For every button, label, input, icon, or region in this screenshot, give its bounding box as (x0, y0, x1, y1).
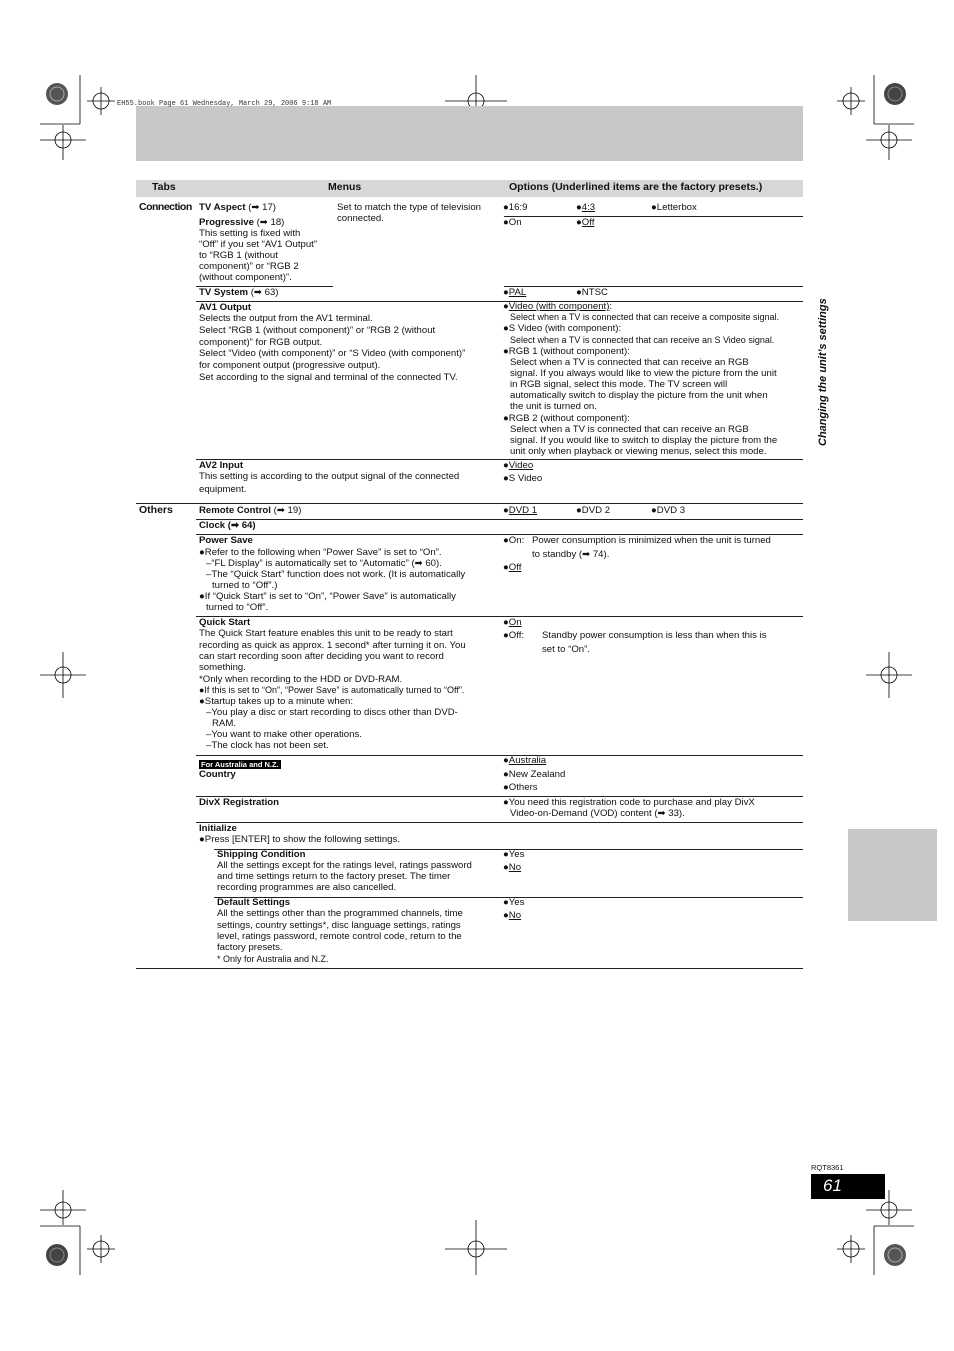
country-opt2: ●New Zealand (503, 769, 566, 780)
crosshair-icon (866, 652, 912, 698)
remote-opt3: ●DVD 3 (651, 505, 686, 516)
side-section-label: Changing the unit’s settings (817, 298, 829, 446)
default-line: All the settings other than the programmed channels, time (217, 908, 463, 919)
default-line: settings, country settings*, disc language settings, ratings (217, 920, 461, 931)
quick-start-opt-off-desc1: Standby power consumption is less than when this is (542, 630, 767, 641)
crosshair-icon (866, 125, 912, 160)
quick-start-line: –You want to make other operations. (206, 729, 362, 740)
tv-aspect-desc1: Set to match the type of television (337, 202, 481, 213)
tv-system-ref: (➡ 63) (250, 287, 279, 298)
tv-aspect-title: TV Aspect (199, 202, 246, 213)
quick-start-line: ●Startup takes up to a minute when: (199, 696, 354, 707)
av1-rgb1-line: signal. If you always would like to view the picture from the unit (510, 368, 777, 379)
default-line: * Only for Australia and N.Z. (217, 954, 329, 964)
av1-opt-rgb1: ●RGB 1 (without component): (503, 346, 630, 357)
progressive-opt2: ●Off (576, 217, 595, 228)
remote-control-ref: (➡ 19) (273, 505, 302, 516)
progressive-title: Progressive (199, 217, 254, 228)
av1-line: Selects the output from the AV1 terminal. (199, 313, 373, 324)
crosshair-icon (87, 1235, 115, 1263)
power-save-opt-on-desc2: to standby (➡ 74). (532, 549, 610, 560)
crosshair-icon (40, 125, 86, 160)
quick-start-line: recording as quick as approx. 1 second* after turning it on. You (199, 640, 466, 651)
shipping-line: All the settings except for the ratings level, ratings password (217, 860, 472, 871)
av1-line: for component output (progressive output). (199, 360, 381, 371)
av1-opt-video-desc: Select when a TV is connected that can receive a composite signal. (510, 312, 779, 322)
header-menus: Menus (328, 181, 362, 193)
quick-start-line: The Quick Start feature enables this unit to be ready to start (199, 628, 453, 639)
divx-opt1: ●You need this registration code to purchase and play DivX (503, 797, 755, 808)
av2-opt1: ●Video (503, 460, 534, 471)
power-save-line: –“FL Display” is automatically set to “Automatic” (➡ 60). (206, 558, 442, 569)
power-save-line: turned to “Off”. (206, 602, 269, 613)
quick-start-line: something. (199, 662, 246, 673)
default-line: level, ratings password, remote control code, return to the (217, 931, 462, 942)
crosshair-icon (40, 1190, 86, 1225)
progressive-ref: (➡ 18) (256, 217, 285, 228)
color-target-icon (46, 1244, 68, 1266)
color-target-icon (884, 83, 906, 105)
quick-start-line: can start recording soon after deciding you want to record (199, 651, 444, 662)
header-options: Options (Underlined items are the factory presets.) (509, 181, 763, 193)
quick-start-line: –You play a disc or start recording to discs other than DVD- (206, 707, 458, 718)
quick-start-line: ●If this is set to “On”, “Power Save” is automatically turned to “Off”. (199, 685, 465, 695)
shipping-line: and time settings return to the factory preset. The timer (217, 871, 451, 882)
tv-system-title: TV System (199, 287, 249, 298)
av1-rgb1-line: automatically switch to display the picture from the unit when (510, 390, 768, 401)
av1-opt-rgb2: ●RGB 2 (without component): (503, 413, 630, 424)
crosshair-icon (87, 87, 115, 115)
power-save-line: –The “Quick Start” function does not work. (It is automatically (206, 569, 466, 580)
power-save-opt-on-desc1: Power consumption is minimized when the unit is turned (532, 535, 771, 546)
tv-aspect-desc2: connected. (337, 213, 384, 224)
av1-rgb2-line: signal. If you would like to switch to display the picture from the (510, 435, 778, 446)
country-badge: For Australia and N.Z. (201, 760, 279, 769)
tv-aspect-opt1: ●16:9 (503, 202, 528, 213)
file-stamp: EH55.book Page 61 Wednesday, March 29, 2006 9:18 AM (117, 100, 332, 108)
divx-title: DivX Registration (199, 797, 279, 808)
color-target-icon (46, 83, 68, 105)
default-title: Default Settings (217, 897, 291, 908)
crosshair-icon (40, 652, 86, 698)
av1-opt-video: ●Video (with component): (503, 301, 613, 312)
power-save-opt-off: ●Off (503, 562, 522, 573)
progressive-line: component)” or “RGB 2 (199, 261, 299, 272)
quick-start-line: RAM. (212, 718, 236, 729)
color-target-icon (884, 1244, 906, 1266)
crosshair-icon (445, 1220, 507, 1275)
page-number: 61 (823, 1176, 842, 1195)
quick-start-opt-on: ●On (503, 617, 522, 628)
av1-title: AV1 Output (199, 302, 252, 313)
quick-start-title: Quick Start (199, 617, 251, 628)
av1-rgb1-line: the unit is turned on. (510, 401, 597, 412)
shipping-no: ●No (503, 862, 522, 873)
power-save-title: Power Save (199, 535, 253, 546)
av2-line: equipment. (199, 484, 247, 495)
tv-aspect-ref: (➡ 17) (248, 202, 276, 213)
av1-line: component)” for RGB output. (199, 337, 323, 348)
quick-start-line: *Only when recording to the HDD or DVD-RAM. (199, 674, 403, 685)
remote-control-title: Remote Control (199, 505, 271, 516)
remote-opt1: ●DVD 1 (503, 505, 538, 516)
default-yes: ●Yes (503, 897, 525, 908)
av2-title: AV2 Input (199, 460, 244, 471)
av1-line: Select “Video (with component)” or “S Video (with component)” (199, 348, 466, 359)
initialize-title: Initialize (199, 823, 237, 834)
header-tabs: Tabs (152, 181, 176, 193)
tab-others: Others (139, 504, 173, 516)
power-save-line: ●If “Quick Start” is set to “On”, “Power Save” is automatically (199, 591, 456, 602)
av1-rgb2-line: unit only when playback or viewing menus, select this mode. (510, 446, 767, 457)
side-thumb-tab (848, 829, 937, 921)
crosshair-icon (837, 87, 865, 115)
shipping-title: Shipping Condition (217, 849, 306, 860)
crosshair-icon (837, 1235, 865, 1263)
av1-rgb1-line: Select when a TV is connected that can receive an RGB (510, 357, 749, 368)
power-save-line: turned to “Off”.) (212, 580, 278, 591)
av2-opt2: ●S Video (503, 473, 543, 484)
default-line: factory presets. (217, 942, 283, 953)
tv-aspect-row (199, 202, 276, 213)
quick-start-opt-off-desc2: set to “On”. (542, 644, 590, 655)
power-save-opt-on: ●On: (503, 535, 525, 546)
tv-aspect-opt3: ●Letterbox (651, 202, 697, 213)
tv-aspect-opt2: ●4:3 (576, 202, 596, 213)
country-opt1: ●Australia (503, 755, 547, 766)
av1-rgb2-line: Select when a TV is connected that can receive an RGB (510, 424, 749, 435)
shipping-line: recording programmes are also cancelled. (217, 882, 397, 893)
default-no: ●No (503, 910, 522, 921)
av1-line: Select “RGB 1 (without component)” or “RGB 2 (without (199, 325, 436, 336)
progressive-line: “Off” if you set “AV1 Output” (199, 239, 318, 250)
progressive-row (199, 217, 284, 228)
tv-system-row (199, 287, 279, 298)
document-code: RQT8361 (811, 1163, 844, 1172)
country-opt3: ●Others (503, 782, 538, 793)
quick-start-line: –The clock has not been set. (206, 740, 329, 751)
av1-line: Set according to the signal and terminal of the connected TV. (199, 372, 458, 383)
power-save-line: ●Refer to the following when “Power Save” is set to “On”. (199, 547, 442, 558)
shipping-yes: ●Yes (503, 849, 525, 860)
av1-opt-svideo-desc: Select when a TV is connected that can receive an S Video signal. (510, 335, 775, 345)
remote-control-row (199, 505, 301, 516)
progressive-line: (without component)”. (199, 272, 292, 283)
header-band (136, 106, 803, 161)
remote-opt2: ●DVD 2 (576, 505, 611, 516)
clock-title: Clock (➡ 64) (199, 520, 256, 531)
tv-system-opt1: ●PAL (503, 287, 527, 298)
country-title: Country (199, 769, 236, 780)
av1-rgb1-line: in RGB signal, select this mode. The TV screen will (510, 379, 728, 390)
av1-opt-svideo: ●S Video (with component): (503, 323, 622, 334)
tv-system-opt2: ●NTSC (576, 287, 608, 298)
av2-line: This setting is according to the output signal of the connected (199, 471, 460, 482)
progressive-opt1: ●On (503, 217, 522, 228)
tab-connection: Connection (139, 201, 192, 213)
progressive-line: This setting is fixed with (199, 228, 301, 239)
divx-opt2: Video-on-Demand (VOD) content (➡ 33). (510, 808, 685, 819)
quick-start-opt-off: ●Off: (503, 630, 525, 641)
initialize-desc: ●Press [ENTER] to show the following settings. (199, 834, 400, 845)
progressive-line: to “RGB 1 (without (199, 250, 278, 261)
